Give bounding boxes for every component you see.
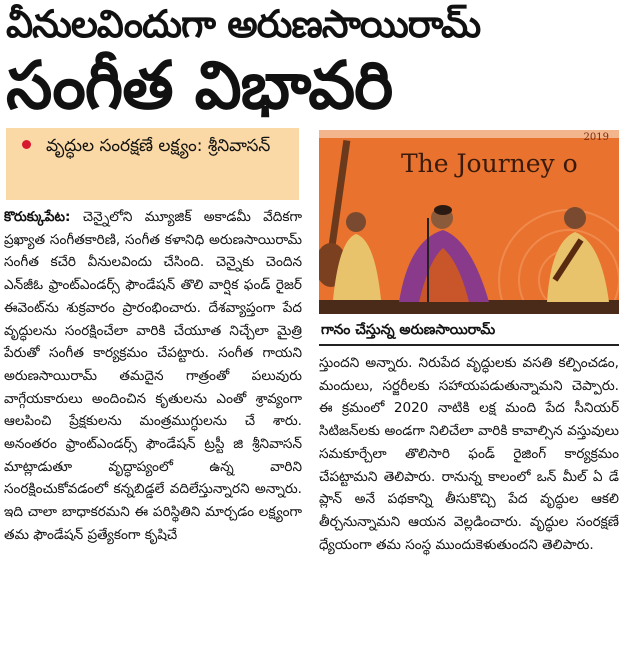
headline-line-1: వీనులవిందుగా అరుణసాయిరామ్ [6, 2, 481, 46]
subheadline-text: వృద్ధుల సంరక్షణే లక్ష్యం: శ్రీనివాసన్ [46, 136, 271, 156]
banner-year: 2019 [583, 132, 609, 143]
caption-divider [319, 344, 619, 346]
banner-title: The Journey o [401, 149, 578, 178]
photo-caption: గానం చేస్తున్న అరుణసాయిరామ్ [321, 322, 496, 338]
bullet-icon [22, 140, 31, 149]
subheadline-box [6, 128, 299, 200]
dateline: కొరుక్కుపేట: [4, 209, 71, 225]
headline-line-2: సంగీత విభావరి [6, 47, 393, 124]
article-column-right [319, 352, 619, 556]
concert-photo [319, 130, 619, 314]
article-text-left: చెన్నైలోని మ్యూజిక్ అకాడమీ వేదికగా ప్రఖ్యాత సంగీతకారిణి, సంగీత కళానిధి అరుణసాయిరామ్ సంగీత కచేరి వీనులవిందు చేసింది. చెన్నైకు చెందిన ఎన్‌జీఓ ఫ్రాంట్‌ఎండర్స్ ఫౌండేషన్ తొలి వార్షిక ఫండ్ రైజర్ ఈవెంట్‌ను శుక్రవారం ప్రారంభించారు. దేశవ్యాప్తంగా పేద వృద్ధులను సంరక్షించేలా వారికి చేయూత నిచ్చేలా మైత్రి పేరుతో సంగీత కార్యక్రమం చేపట్టారు. సంగీత గాయని అరుణసాయిరామ్ తమదైన గాత్రంతో పలువురు వాగ్గేయకారులు అందించిన కృతులను ఎంతో శ్రావ్యంగా ఆలపించి ప్రేక్షకులను మంత్రముగ్ధులను చే శారు. అనంతరం ఫ్రాంట్‌ఎండర్స్ ఫౌండేషన్ ట్రస్టీ జి శ్రీనివాసన్ మాట్లాడుతూ వృద్ధాప్యంలో ఉన్న వారిని సంరక్షించుకోవడంలో కన్నబిడ్డలే వదిలేస్తున్నారని అన్నారు. ఇది చాలా బాధాకరమని ఈ పరిస్థితిని మార్చడం లక్ష్యంగా తమ ఫౌండేషన్ ప్రత్యేకంగా కృషిచే [4, 209, 303, 543]
article-column-left [4, 206, 302, 547]
article-text-right: స్తుందని అన్నారు. నిరుపేద వృద్ధులకు వసతి కల్పించడం, మందులు, సర్జరీలకు సహాయపడుతున్నామని చెప్పారు. ఈ క్రమంలో 2020 నాటికి లక్ష మంది పేద సీనియర్ సిటిజన్‌లకు అండగా నిలిచేలా వారికి కావాల్సిన వస్తువులు సమకూర్చేలా తొలిసారి ఫండ్ రైజింగ్ కార్యక్రమం చేపట్టామని తెలిపారు. రానున్న కాలంలో ఒన్ మీల్ ఏ డే ప్లాన్ అనే పథకాన్ని తీసుకొచ్చి పేద వృద్ధుల ఆకలి తీర్చనున్నామని ఆయన వెల్లడించారు. వృద్ధుల సంరక్షణే ధ్యేయంగా తమ సంస్థ ముందుకెళుతుందని తెలిపారు. [319, 355, 619, 553]
